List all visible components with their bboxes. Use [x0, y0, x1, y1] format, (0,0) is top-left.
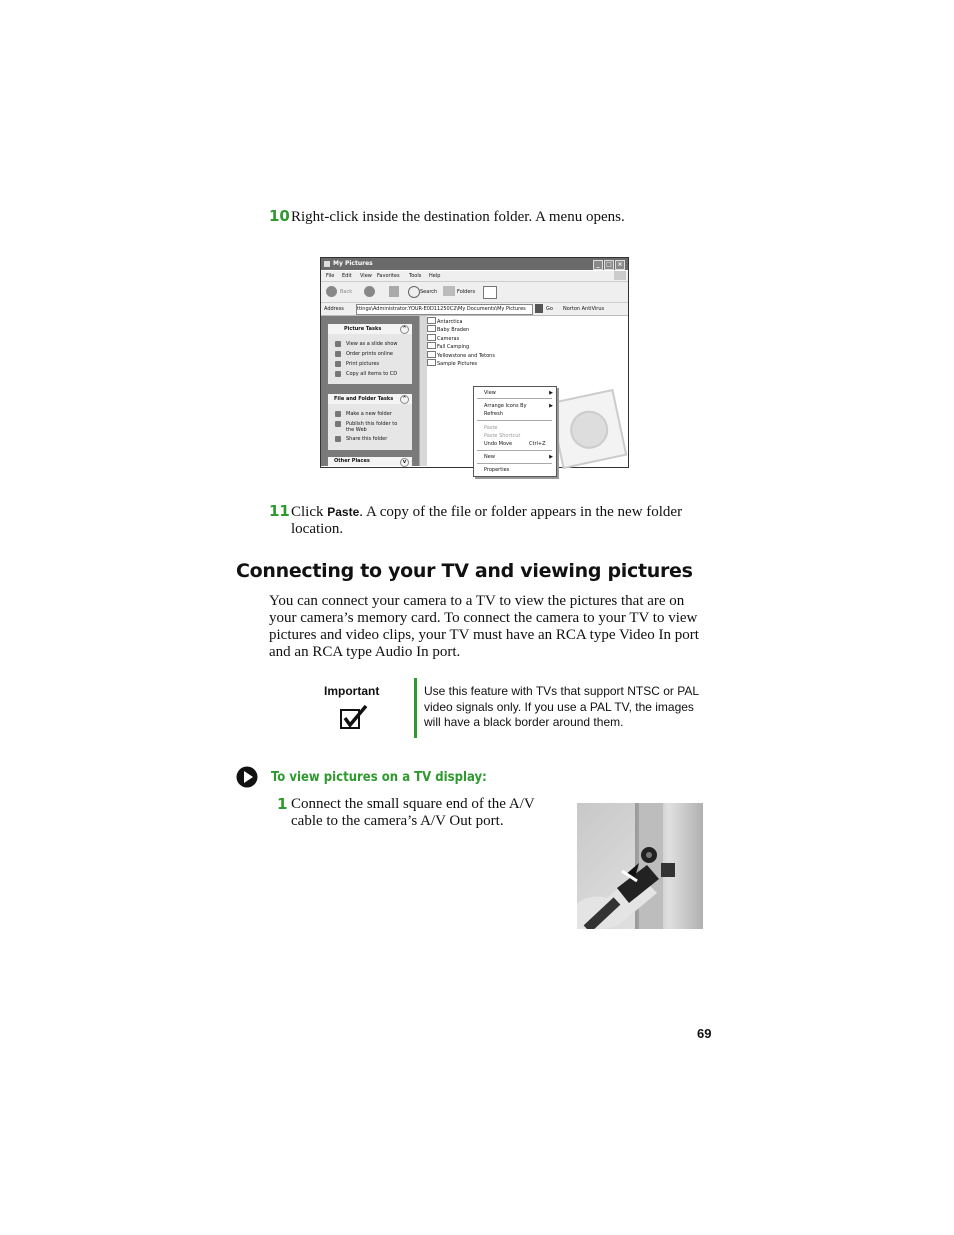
task-item: Print pictures [346, 361, 380, 367]
cd-icon [335, 371, 341, 377]
folder-item [427, 342, 469, 350]
separator [477, 420, 552, 421]
order-prints-icon [335, 351, 341, 357]
task-item: Share this folder [346, 436, 388, 442]
share-icon [335, 436, 341, 442]
up-folder-icon [389, 286, 399, 297]
menu-favorites: Favorites [377, 273, 400, 279]
folder-item [427, 325, 469, 333]
step-text-pre: Click [291, 504, 324, 520]
chevron-up-icon: ^ [400, 325, 409, 334]
norton-label: Norton AntiVirus [563, 306, 605, 312]
intro-paragraph: You can connect your camera to a TV to view the pictures that are on your camera’s memory card. To connect the camera to your TV to view pictures and video clips, your TV must have an RCA type Video In port and an RCA type Audio In port. [269, 593, 699, 660]
pictures-watermark-icon [549, 389, 628, 469]
ctx-refresh: Refresh [484, 411, 503, 417]
task-item: Publish this folder to the Web [346, 421, 398, 433]
folder-item [427, 351, 495, 359]
task-pane [321, 316, 425, 466]
panel-header [328, 394, 412, 404]
printer-icon [335, 361, 341, 367]
folder-label: Baby Braden [437, 327, 470, 333]
ctx-undo: Undo Move [484, 441, 513, 447]
windows-logo-icon [614, 271, 626, 280]
address-label: Address [324, 306, 344, 312]
folder-icon [427, 325, 436, 332]
views-icon [483, 286, 497, 299]
chevron-up-icon: ^ [400, 395, 409, 404]
submenu-arrow-icon: ▶ [549, 454, 553, 460]
step-text [291, 504, 711, 538]
minimize-icon: _ [593, 260, 603, 270]
search-label: Search [420, 289, 438, 295]
menu-file: File [326, 273, 335, 279]
important-label: Important [324, 684, 380, 698]
task-item: Make a new folder [346, 411, 392, 417]
folder-item [427, 359, 477, 367]
folder-icon [427, 317, 436, 324]
menu-help: Help [429, 273, 441, 279]
address-field: ttings\Administrator.YOUR-E0D11250C2\My Documents\My Pictures [356, 304, 533, 315]
search-icon [408, 286, 420, 298]
address-bar [321, 303, 628, 316]
step-text: Right-click inside the destination folder. A menu opens. [291, 209, 625, 225]
ctx-undo-shortcut: Ctrl+Z [529, 441, 546, 447]
folder-icon [427, 359, 436, 366]
close-icon: × [615, 260, 625, 270]
submenu-arrow-icon: ▶ [549, 403, 553, 409]
panel-header [328, 457, 412, 466]
task-item: View as a slide show [346, 341, 398, 347]
other-places-header: Other Places [334, 458, 370, 464]
title-bar [321, 258, 628, 270]
ctx-paste-shortcut: Paste Shortcut [484, 433, 521, 439]
separator [477, 398, 552, 399]
context-menu [473, 386, 557, 477]
go-icon [535, 304, 543, 313]
step-number: 10 [269, 207, 290, 225]
ctx-arrange: Arrange Icons By [484, 403, 527, 409]
folder-icon [427, 342, 436, 349]
other-places-panel [328, 457, 412, 466]
ctx-view: View [484, 390, 496, 396]
window-title: My Pictures [333, 260, 373, 267]
ctx-new: New [484, 454, 495, 460]
submenu-arrow-icon: ▶ [549, 390, 553, 396]
new-folder-icon [335, 411, 341, 417]
folder-label: Sample Pictures [437, 361, 478, 367]
folder-icon [324, 261, 330, 267]
folder-item [427, 334, 459, 342]
go-label: Go [546, 306, 553, 312]
checkmark-icon [340, 704, 368, 730]
step-number: 1 [277, 795, 288, 813]
publish-web-icon [335, 421, 341, 427]
page-number: 69 [697, 1026, 712, 1041]
menu-tools: Tools [409, 273, 422, 279]
camera-cable-photo [577, 803, 703, 929]
step-number: 11 [269, 502, 290, 520]
separator [477, 450, 552, 451]
procedure-title: To view pictures on a TV display: [271, 770, 487, 785]
menu-bar [321, 271, 628, 282]
paste-command: Paste [327, 505, 360, 519]
file-folder-tasks-panel [328, 394, 412, 450]
folder-label: Antarctica [437, 319, 463, 325]
slideshow-icon [335, 341, 341, 347]
folder-label: Fall Camping [437, 344, 470, 350]
folder-label: Yellowstone and Tetons [437, 353, 495, 359]
picture-tasks-panel [328, 324, 412, 384]
important-divider [414, 678, 417, 738]
file-folder-tasks-header: File and Folder Tasks [334, 396, 394, 402]
task-item: Copy all items to CD [346, 371, 398, 377]
task-item: Order prints online [346, 351, 393, 357]
menu-view: View [360, 273, 372, 279]
folder-icon [427, 351, 436, 358]
folders-label: Folders [457, 289, 476, 295]
ctx-paste: Paste [484, 425, 498, 431]
forward-icon [364, 286, 375, 297]
maximize-icon: □ [604, 260, 614, 270]
step-text-rest: . A copy of the file or folder appears in the new folder location. [291, 504, 683, 537]
toolbar [321, 282, 628, 303]
ctx-properties: Properties [484, 467, 510, 473]
separator [477, 463, 552, 464]
back-label: Back [340, 289, 353, 295]
folders-icon [443, 286, 455, 296]
folder-label: Cameras [437, 336, 460, 342]
panel-header [328, 324, 412, 334]
chevron-down-icon: v [400, 458, 409, 467]
folder-item [427, 317, 462, 325]
menu-edit: Edit [342, 273, 352, 279]
picture-tasks-header: Picture Tasks [344, 326, 382, 332]
play-arrow-icon [236, 766, 258, 788]
section-title: Connecting to your TV and viewing pictures [236, 560, 693, 582]
step-text: Connect the small square end of the A/V cable to the camera’s A/V Out port. [291, 796, 535, 829]
scrollbar [419, 316, 427, 466]
folder-icon [427, 334, 436, 341]
back-icon [326, 286, 337, 297]
important-text: Use this feature with TVs that support NTSC or PAL video signals only. If you use a PAL TV, the images will have a black border around them. [424, 684, 699, 729]
